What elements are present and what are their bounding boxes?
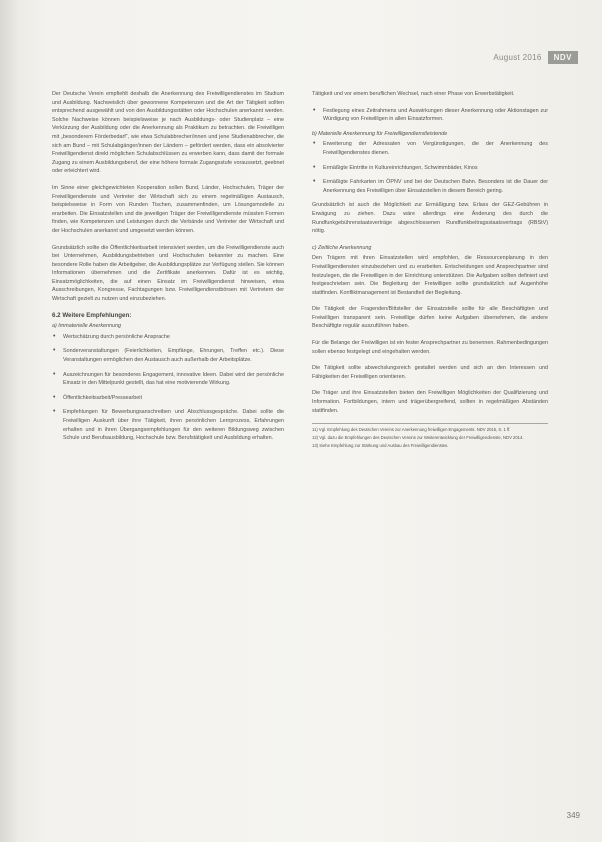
page-header <box>493 50 578 64</box>
footnotes <box>312 423 548 449</box>
subsection-heading: c) Zeitliche Anerkennung <box>312 244 372 251</box>
paragraph: Die Tätigkeit sollte abwechslungsreich gestaltet werden und sich an den Interessen und Fähigkeiten der Freiwilligen orientieren. <box>312 365 548 380</box>
header-date: August 2016 <box>493 52 542 62</box>
footnote: 13) Siehe Empfehlung zur Stärkung und Ausbau des Freiwilligendienstes. <box>312 443 449 449</box>
right-column <box>312 90 548 451</box>
list-item: • Ermäßigte Fahrkarten im ÖPNV und bei der Deutschen Bahn. Besonders ist die Dauer der Anerkennung des Freiwilligen über Einsatzstellen in diesem Bereich gering. <box>312 178 548 195</box>
paragraph: Den Trägern mit ihren Einsatzstellen wird empfohlen, die Ressourcenplanung in den Freiwilligendiensten einzubeziehen und zu erarbeiten. Entscheidungen und Ansprechpartner sind festzulegen, die die Freiwilligen in der Einrichtung unterstützen. Die Aufgaben sollten definiert und festgeschrieben sein. Die Begleitung der Freiwilligen sollte grundsätzlich auf Augenhöhe stattfinden. Konfliktmanagement ist Bestandteil der Begleitung. <box>312 255 548 296</box>
paragraph: Der Deutsche Verein empfiehlt deshalb die Anerkennung des Freiwilligendienstes im Studium und Ausbildung. Nachweislich über gewonnene Kompetenzen und die Art der Tätigkeit sollten entsprechend ausgewählt und von den Ausbildungsstätten oder Hochschulen anerkannt werden. Solche Nachweise können beispielsweise je nach Ausbildungs- oder Studienplatz – eine Verkürzung der Ausbildung oder die Anerkennung als Praktikum zu betrachten. die Freiwilligen mit „besonderem Förderbedarf“, wie etwa Schulabbrecher/innen und jene Studienabbrecher, die sich am Bund – mit Schulabgänger/innen der Ländern – gefördert werden, dass ein absolvierter Freiwilligendienst direkt möglichen Schulabschlüssen zu erwerben kann, dass damit der formale Zugang zu einem Ausbildungsberuf, der eine höhere formale Zugangsstufe voraussetzt, geebnet oder erleichtert wird. <box>52 91 284 175</box>
paragraph: Die Träger und ihre Einsatzstellen bieten den Freiwilligen Möglichkeiten der Qualifizierung und Information. Fortbildungen, intern und trägerübergreifend, sollten in regelmäßigen Abständen stattfinden. <box>312 390 548 414</box>
page-gutter-shadow <box>0 0 18 842</box>
paragraph: Im Sinne einer gleichgewichteten Kooperation sollen Bund, Länder, Hochschulen, Träger der Freiwilligendienste und Vertreter der Wirtschaft sich zu einem regelmäßigen Austausch, beispielsweise in Form von Runden Tischen, zusammenfinden, um Lösungsmodelle zu erarbeiten. Die Einsatzstellen und die jeweiligen Träger der Freiwilligendienste müssten Formen finden, wie Kompetenzen und Leistungen durch die Verbände und Vertreter der Wirtschaft und der Hochschulen anerkannt und umgesetzt werden können. <box>52 184 284 234</box>
list-item: • Festlegung eines Zeitrahmens und Auswirkungen dieser Anerkennung oder Aktionstagen zur Würdigung von Freiwilligen in allen Einsatzformen. <box>312 107 548 124</box>
recommendation-list <box>52 333 284 443</box>
list-item: • Auszeichnungen für besonderes Engagement, innovative Ideen. Dabei wird der persönliche Einsatz in den Mittelpunkt gestellt, das hat eine motivierende Wirkung. <box>52 371 284 388</box>
paragraph: Für die Belange der Freiwilligen ist ein fester Ansprechpartner zu benennen. Rahmenbedingungen sollen ebenso festgelegt und eingehalten werden. <box>312 340 548 355</box>
list-item: • Sonderveranstaltungen (Feierlichkeiten, Empfänge, Ehrungen, Treffen etc.). Diese Veranstaltungen ermöglichen den Austausch auch außerhalb der Arbeitsplätze. <box>52 347 284 364</box>
recommendation-list <box>312 140 548 195</box>
list-item: • Ermäßigte Eintritte in Kultureinrichtungen, Schwimmbäder, Kinos <box>312 164 548 173</box>
subsection-heading: b) Materielle Anerkennung für Freiwilligendienstleistende <box>312 130 448 137</box>
paragraph: Die Tätigkeit der Fragenden/Bittsteller der Einsatzstelle sollte für alle Beschäftigten und Freiwilligen transparent sein. Freiwillige dürfen keine Aufgaben übernehmen, die andere Beschäftigte regulär auszuführen haben. <box>312 306 548 330</box>
section-heading: 6.2 Weitere Empfehlungen: <box>52 311 132 319</box>
paragraph: Grundsätzlich ist auch die Möglichkeit zur Ermäßigung bzw. Erlass der GEZ-Gebühren in Erwägung zu ziehen. Dazu wäre allerdings eine Änderung des durch die Rundfunkgebührenstaatsverträge abgeschlossenen Rundfunkbeitragsstaatsvertrags (RBStV) nötig. <box>312 202 548 235</box>
list-item: • Erweiterung der Adressaten von Vergünstigungen, die der Anerkennung des Freiwilligendienstes dienen. <box>312 140 548 157</box>
list-item: • Empfehlungen für Bewerbungsanschreiben und Abschlussgespräche. Dabei sollte die Freiwilligen Auskunft über ihre Tätigkeit, ihren persönlichen Lernprozess, Erfahrungen erhalten und in ihren Übergangsempfehlungen für den weiteren Bildungsweg zwischen Schule und Berufsausbildung, Hochschule bzw. Berufstätigkeit und Ausbildung erhalten. <box>52 408 284 442</box>
footnote: 11) Vgl. Empfehlung des Deutschen Vereins zur Anerkennung freiwilligen Engagements. NDV 2015, S. 1 ff. <box>312 427 511 433</box>
subsection-heading: a) Immaterielle Anerkennung <box>52 323 122 330</box>
list-item: • Wertschätzung durch persönliche Ansprache <box>52 333 284 342</box>
left-column <box>52 90 284 449</box>
page-number: 349 <box>566 811 580 820</box>
paragraph: Grundsätzlich sollte die Öffentlichkeitsarbeit intensiviert werden, um die Freiwilligendienste auch bei Unternehmen, Ausbildungsbetrieben und Hochschulen bekannter zu machen. Eine besondere Rolle haben die Arbeitgeber, die Ausbildungsplätze zur Verfügung stellen. Sie können Informationen übernehmen und die Zertifikate anerkennen. Dafür ist es wichtig, Einsatzmöglichkeiten, die auf einen Einsatz im Freiwilligendienst hinweisen, etwa Ausschreibungen, Kongresse, Fachtagungen bzw. Freiwilligendienstbörsen mit Vertretern der Wirtschaft gezielt zu nutzen und einzubeziehen. <box>52 244 284 303</box>
footnote: 12) Vgl. dazu die Empfehlungen des Deutschen Vereins zur Weiterentwicklung der Freiwilligendienste, NDV 2014. <box>312 435 524 441</box>
list-item: • Öffentlichkeitsarbeit/Pressearbeit <box>52 394 284 403</box>
paragraph: Tätigkeit und vor einem beruflichen Wechsel, nach einer Phase von Erwerbstätigkeit. <box>312 91 515 97</box>
ndv-badge: NDV <box>548 51 578 64</box>
recommendation-list <box>312 107 548 124</box>
